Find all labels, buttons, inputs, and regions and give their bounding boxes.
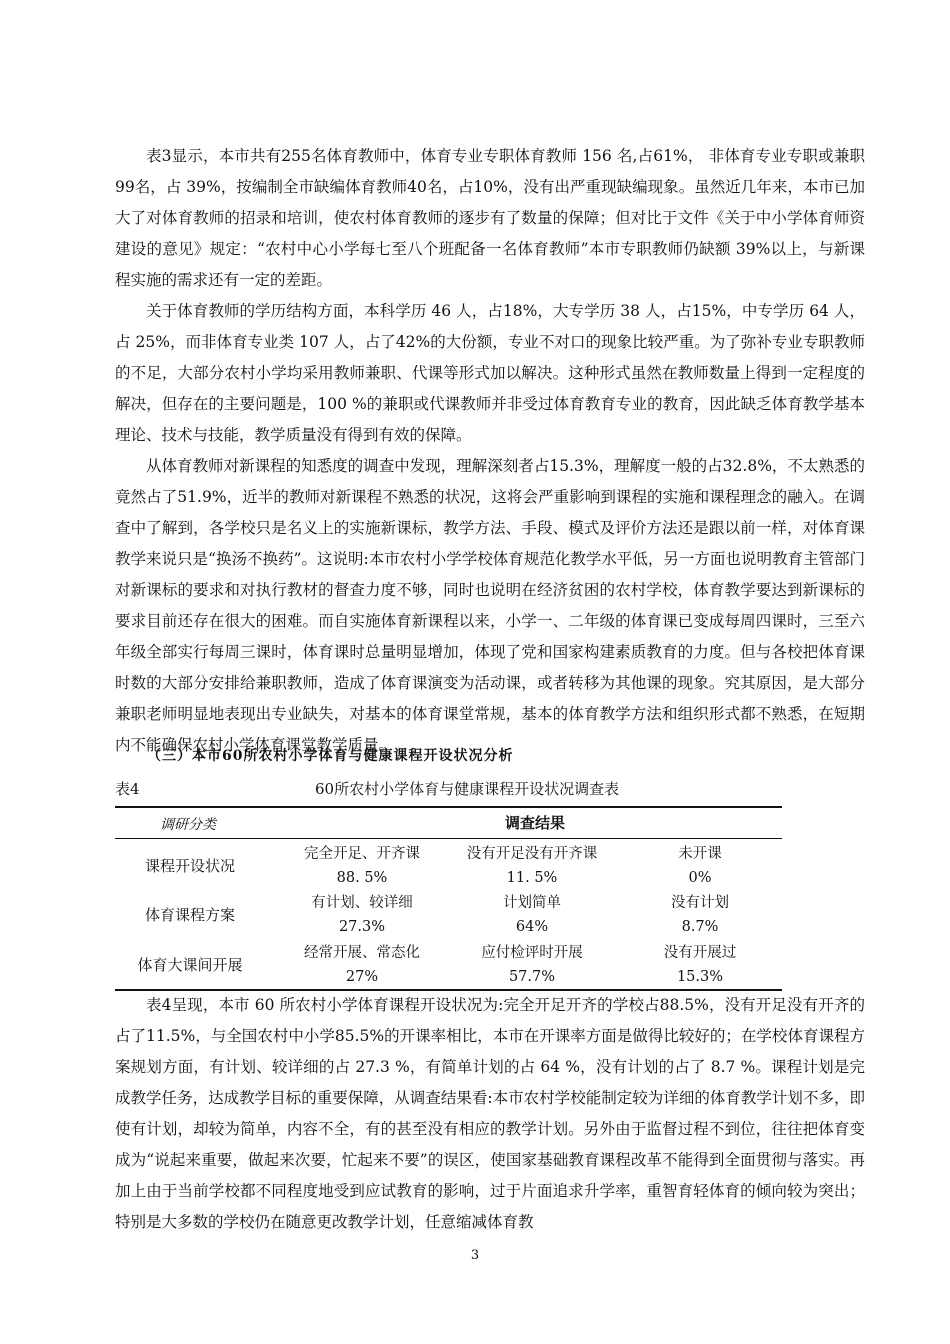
table-cell	[447, 891, 617, 939]
table-cell	[615, 941, 785, 989]
table-header-rule	[115, 838, 782, 839]
cell-label: 没有开展过	[663, 945, 737, 961]
table-header-results: 调查结果	[504, 814, 565, 832]
cell-label: 应付检评时开展	[481, 945, 583, 961]
paragraph-teacher-count: 表3显示，本市共有255名体育教师中，体育专业专职体育教师 156 名,占61%， 非体育专业专职或兼职99名，占 39%，按编制全市缺编体育教师40名，占10%，没有出严重现缺编现象。虽然近几年来，本市已加大了对体育教师的招录和培训，使农村体育教师的逐步有了数量的保障；但对比于文件《关于中小学体育师资建设的意见》规定：“农村中心小学每七至八个班配备一名体育教师”本市专职教师仍缺额 39%以上，与新课程实施的需求还有一定的差距。	[115, 147, 865, 289]
table-row-category: 课程开设状况	[144, 857, 235, 875]
cell-value: 0%	[688, 870, 712, 886]
cell-label: 没有计划	[671, 895, 729, 911]
cell-label: 经常开展、常态化	[304, 945, 420, 961]
cell-label: 没有开足没有开齐课	[466, 846, 598, 862]
cell-value: 88. 5%	[336, 870, 388, 886]
cell-value: 64%	[515, 919, 549, 935]
table-cell	[277, 842, 447, 890]
cell-label: 未开课	[678, 846, 722, 862]
cell-label: 有计划、较详细	[311, 895, 413, 911]
table-row-category: 体育课程方案	[144, 906, 235, 924]
table-row-category: 体育大课间开展	[137, 956, 243, 974]
table-cell	[615, 842, 785, 890]
table-cell	[277, 891, 447, 939]
paragraph-education-structure: 关于体育教师的学历结构方面，本科学历 46 人，占18%，大专学历 38 人，占15%，中专学历 64 人，占 25%，而非体育专业类 107 人，占了42%的大份额，专业不对口的现象比较严重。为了弥补专业专职教师的不足，大部分农村小学均采用教师兼职、代课等形式加以解决。这种形式虽然在教师数量上得到一定程度的解决，但存在的主要问题是，100 %的兼职或代课教师并非受过体育教育专业的教育，因此缺乏体育教学基本理论、技术与技能，教学质量没有得到有效的保障。	[115, 302, 865, 444]
section-heading: （三）本市60所农村小学体育与健康课程开设状况分析	[147, 748, 514, 764]
paragraph-table-analysis: 表4呈现，本市 60 所农村小学体育课程开设状况为:完全开足开齐的学校占88.5%，没有开足没有开齐的占了11.5%，与全国农村中小学85.5%的开课率相比，本市在开课率方面是做得比较好的；在学校体育课程方案规划方面，有计划、较详细的占 27.3 %，有简单计划的占 64 %，没有计划的占了 8.7 %。课程计划是完成教学任务，达成教学目标的重要保障，从调查结果看:本市农村学校能制定较为详细的体育教学计划不多，即使有计划，却较为简单，内容不全，有的甚至没有相应的教学计划。另外由于监督过程不到位，往往把体育变成为“说起来重要，做起来次要，忙起来不要”的误区，使国家基础教育课程改革不能得到全面贯彻与落实。再加上由于当前学校都不同程度地受到应试教育的影响，过于片面追求升学率，重智育轻体育的倾向较为突出；特别是大多数的学校仍在随意更改教学计划，任意缩减体育教	[115, 996, 865, 1231]
cell-value: 27.3%	[338, 919, 386, 935]
cell-value: 11. 5%	[506, 870, 558, 886]
cell-value: 57.7%	[508, 969, 556, 985]
table-title: 60所农村小学体育与健康课程开设状况调查表	[315, 780, 620, 798]
table-cell	[277, 941, 447, 989]
table-cell	[615, 891, 785, 939]
table-cell	[447, 941, 617, 989]
cell-value: 27%	[345, 969, 379, 985]
cell-value: 8.7%	[681, 919, 719, 935]
table-label: 表4	[115, 780, 140, 798]
page-number: 3	[470, 1248, 480, 1263]
cell-value: 15.3%	[676, 969, 724, 985]
table-top-rule	[115, 806, 782, 808]
table-header-category: 调研分类	[160, 817, 216, 833]
table-cell	[447, 842, 617, 890]
cell-label: 完全开足、开齐课	[304, 846, 420, 862]
cell-label: 计划简单	[503, 895, 561, 911]
paragraph-curriculum-familiarity: 从体育教师对新课程的知悉度的调查中发现，理解深刻者占15.3%，理解度一般的占32.8%，不太熟悉的竟然占了51.9%，近半的教师对新课程不熟悉的状况，这将会严重影响到课程的实施和课程理念的融入。在调查中了解到，各学校只是名义上的实施新课标，教学方法、手段、模式及评价方法还是跟以前一样，对体育课教学来说只是“换汤不换药”。这说明:本市农村小学学校体育规范化教学水平低，另一方面也说明教育主管部门对新课标的要求和对执行教材的督查力度不够，同时也说明在经济贫困的农村学校，体育教学要达到新课标的要求目前还存在很大的困难。而自实施体育新课程以来，小学一、二年级的体育课已变成每周四课时，三至六年级全部实行每周三课时，体育课时总量明显增加，体现了党和国家构建素质教育的力度。但与各校把体育课时数的大部分安排给兼职教师，造成了体育课演变为活动课，或者转移为其他课的现象。究其原因，是大部分兼职老师明显地表现出专业缺失，对基本的体育课堂常规，基本的体育教学方法和组织形式都不熟悉，在短期内不能确保农村小学体育课堂教学质量。	[115, 457, 865, 754]
